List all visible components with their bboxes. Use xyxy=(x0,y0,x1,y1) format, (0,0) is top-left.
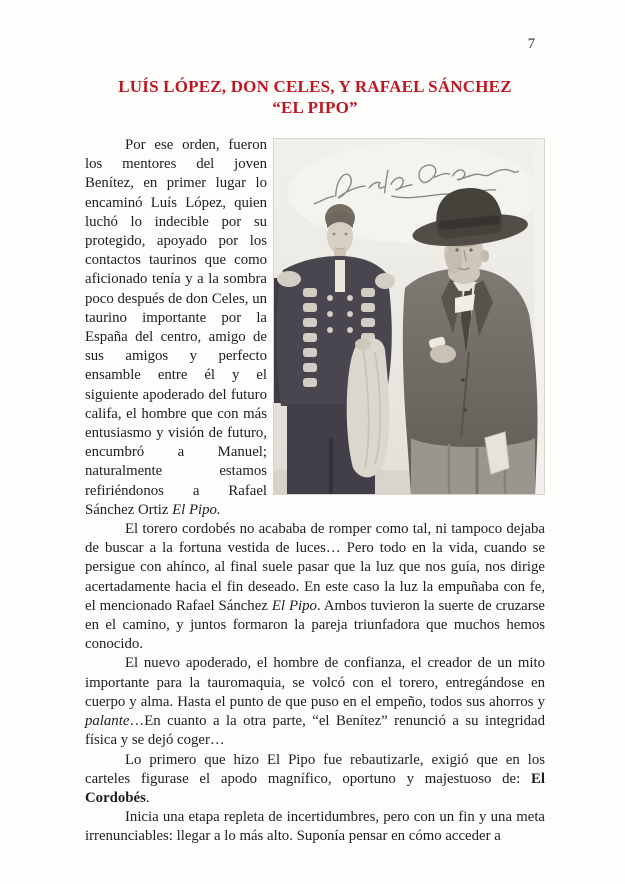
chapter-title xyxy=(85,76,545,118)
photo-torero-and-apoderado xyxy=(273,138,545,495)
italic-el-pipo: El Pipo xyxy=(271,597,317,614)
paragraph-torero-cordobes xyxy=(85,520,545,654)
paragraph-text: . xyxy=(145,789,150,806)
body-text xyxy=(85,136,545,847)
paragraph-text: Lo primero que hizo El Pipo fue rebautizarle, exigió que en los carteles figurase el apodo magnífico, oportuno y majestuoso de: xyxy=(85,751,545,787)
paragraph-text: Inicia una etapa repleta de incertidumbres, pero con un fin y una meta irrenunciables: llegar a lo más alto. Suponía pensar en cómo acceder a xyxy=(85,809,545,845)
paragraph-nueva-etapa xyxy=(85,808,545,846)
italic-palante: palante xyxy=(85,713,130,730)
paragraph-text: El torero cordobés no acababa de romper como tal, ni tampoco dejaba de buscar a la fortuna vestida de luces… Pero todo en la vida, cuando se persigue con ahínco, al final suele pasar que la luz que nos guía, nos dirige acertadamente hacia el fin deseado. En este caso la luz la empuñaba con fe, el mencionado Rafael Sánchez xyxy=(85,521,545,614)
chapter-title-line-2: “EL PIPO” xyxy=(272,98,358,117)
paragraph-text: El nuevo apoderado, el hombre de confianza, el creador de un mito importante para la tauromaquia, se volcó con el torero, entregándose en cuerpo y alma. Hasta el punto de que puso en el empeño, todos sus ahorros y xyxy=(85,655,545,710)
paragraph-nuevo-apoderado xyxy=(85,654,545,750)
chapter-title-line-1: LUÍS LÓPEZ, DON CELES, Y RAFAEL SÁNCHEZ xyxy=(118,77,512,96)
bold-el-cordobes: El Cordobés xyxy=(85,770,545,806)
italic-el-pipo: El Pipo. xyxy=(172,501,221,518)
paragraph-text: Por ese orden, fueron los mentores del joven Benítez, en primer lugar lo encaminó Luís López, quien luchó lo indecible por su protegido, apoyado por los contactos taurinos que como aficionado tenía y a la sombra poco después de don Celes, un taurino importante por la España del centro, amigo de sus amigos y perfecto ensamble entre él y el siguiente apoderado del futuro califa, el hombre que con más entusiasmo y visión de futuro, encumbró a Manuel; naturalmente estamos refiriéndonos a Rafael Sánchez Ortiz xyxy=(85,137,267,518)
manager-hand xyxy=(430,345,456,363)
paragraph-text: …En cuanto a la otra parte, “el Benítez” renunció a su integridad física y se dejó coger… xyxy=(85,713,545,749)
photo-illustration xyxy=(273,138,545,495)
paragraph-text: . Ambos tuvieron la suerte de cruzarse en el camino, y juntos formaron la pareja triunfadora que muchos hemos conocido. xyxy=(85,597,545,653)
page-number: 7 xyxy=(527,36,535,52)
manager-figure xyxy=(403,182,538,495)
paragraph-rebautizo xyxy=(85,751,545,809)
bullfighter-hand xyxy=(355,339,371,350)
